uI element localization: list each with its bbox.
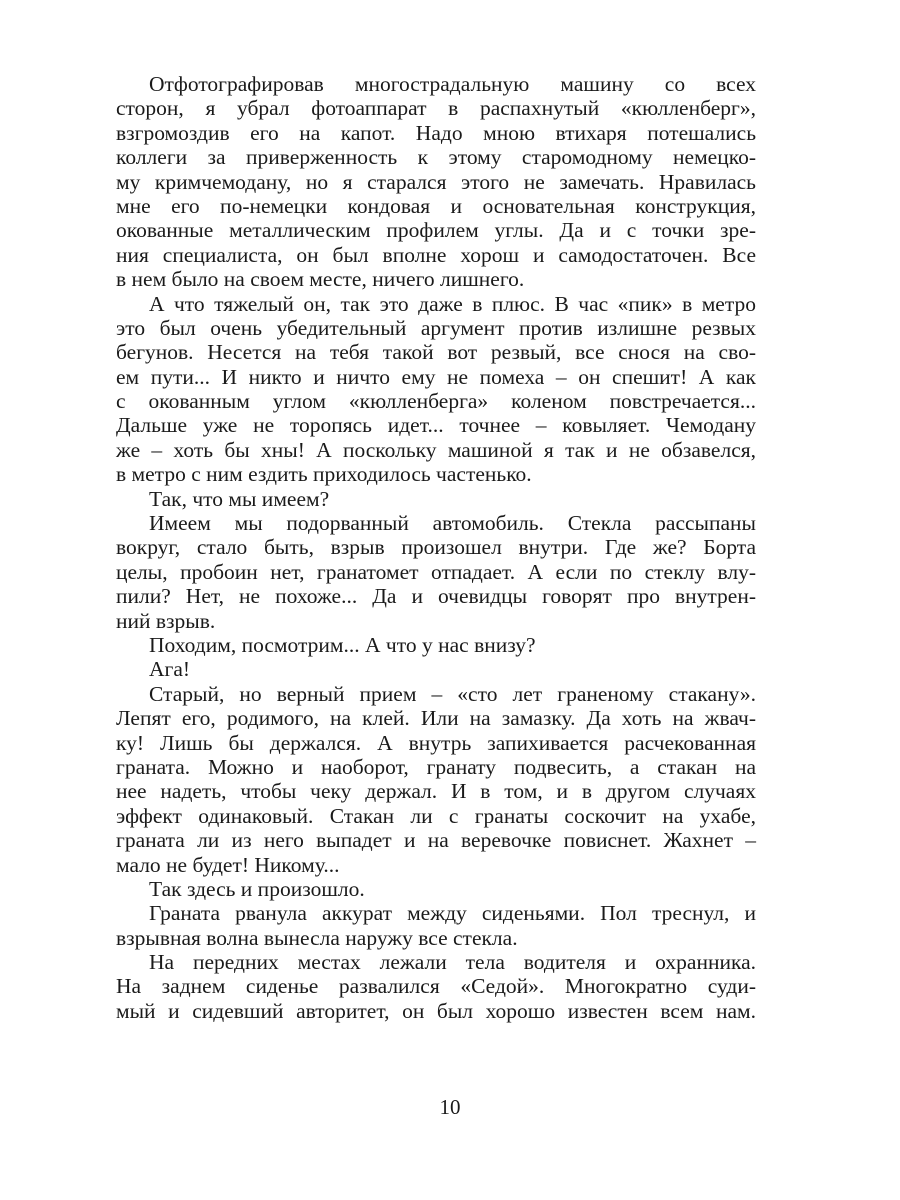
paragraph — [116, 72, 756, 292]
text-line: это был очень убедительный аргумент против излишне резвых — [116, 315, 756, 340]
paragraph — [116, 950, 756, 1023]
paragraph — [116, 292, 756, 487]
text-line: Имеем мы подорванный автомобиль. Стекла рассыпаны — [149, 511, 756, 536]
text-line: в нем было на своем месте, ничего лишнего. — [116, 267, 525, 292]
text-line: граната. Можно и наоборот, гранату подвесить, а стакан на — [116, 754, 756, 779]
text-line: мало не будет! Никому... — [116, 852, 340, 877]
text-line: целы, пробоин нет, гранатомет отпадает. А если по стеклу влу- — [116, 559, 756, 584]
paragraph — [116, 682, 756, 877]
text-line: ний взрыв. — [116, 608, 216, 633]
text-line: окованные металлическим профилем углы. Да и с точки зре- — [116, 218, 756, 243]
paragraph — [116, 511, 756, 633]
body-text — [116, 72, 756, 1023]
text-line: сторон, я убрал фотоаппарат в распахнутый «кюлленберг», — [116, 96, 756, 121]
paragraph — [116, 877, 756, 901]
text-line: с окованным углом «кюлленберга» коленом повстречается... — [116, 389, 756, 414]
text-line: ем пути... И никто и ничто ему не помеха – он спешит! А как — [116, 364, 756, 389]
paragraph — [116, 901, 756, 950]
paragraph — [116, 633, 756, 657]
text-line: бегунов. Несется на тебя такой вот резвый, все снося на сво- — [116, 340, 756, 365]
text-line: Так, что мы имеем? — [149, 486, 330, 511]
text-line: нее надеть, чтобы чеку держал. И в том, и в другом случаях — [116, 779, 756, 804]
text-line: На заднем сиденье развалился «Седой». Многократно суди- — [116, 974, 756, 999]
text-line: Старый, но верный прием – «сто лет граненому стакану». — [149, 681, 756, 706]
text-line: А что тяжелый он, так это даже в плюс. В час «пик» в метро — [149, 291, 756, 316]
text-line: ку! Лишь бы держался. А внутрь запихивается расчекованная — [116, 730, 756, 755]
text-line: Лепят его, родимого, на клей. Или на замазку. Да хоть на жвач- — [116, 706, 756, 731]
paragraph — [116, 657, 756, 681]
text-line: в метро с ним ездить приходилось частенько. — [116, 462, 532, 487]
text-line: На передних местах лежали тела водителя и охранника. — [149, 950, 756, 975]
text-line: Походим, посмотрим... А что у нас внизу? — [149, 632, 536, 657]
text-line: эффект одинаковый. Стакан ли с гранаты соскочит на ухабе, — [116, 803, 756, 828]
text-line: взгромоздив его на капот. Надо мною втихаря потешались — [116, 120, 756, 145]
text-line: пили? Нет, не похоже... Да и очевидцы говорят про внутрен- — [116, 584, 756, 609]
text-line: му кримчемодану, но я старался этого не замечать. Нравилась — [116, 169, 756, 194]
text-line: же – хоть бы хны! А поскольку машиной я так и не обзавелся, — [116, 437, 756, 462]
page-number: 10 — [439, 1095, 461, 1119]
text-line: Дальше уже не торопясь идет... точнее – ковыляет. Чемодану — [116, 413, 756, 438]
text-line: коллеги за приверженность к этому старомодному немецко- — [116, 145, 756, 170]
text-line: граната ли из него выпадет и на веревочке повиснет. Жахнет – — [116, 828, 756, 853]
text-line: Так здесь и произошло. — [149, 876, 365, 901]
text-line: ния специалиста, он был вполне хорош и самодостаточен. Все — [116, 242, 756, 267]
text-line: Граната рванула аккурат между сиденьями. Пол треснул, и — [149, 901, 756, 926]
text-line: Ага! — [149, 657, 191, 682]
paragraph — [116, 487, 756, 511]
text-line: мне его по-немецки кондовая и основательная конструкция, — [116, 193, 756, 218]
text-line: Отфотографировав многострадальную машину со всех — [149, 72, 756, 96]
text-line: вокруг, стало быть, взрыв произошел внутри. Где же? Борта — [116, 535, 756, 560]
text-line: мый и сидевший авторитет, он был хорошо известен всем нам. — [116, 998, 756, 1023]
text-line: взрывная волна вынесла наружу все стекла. — [116, 925, 518, 950]
